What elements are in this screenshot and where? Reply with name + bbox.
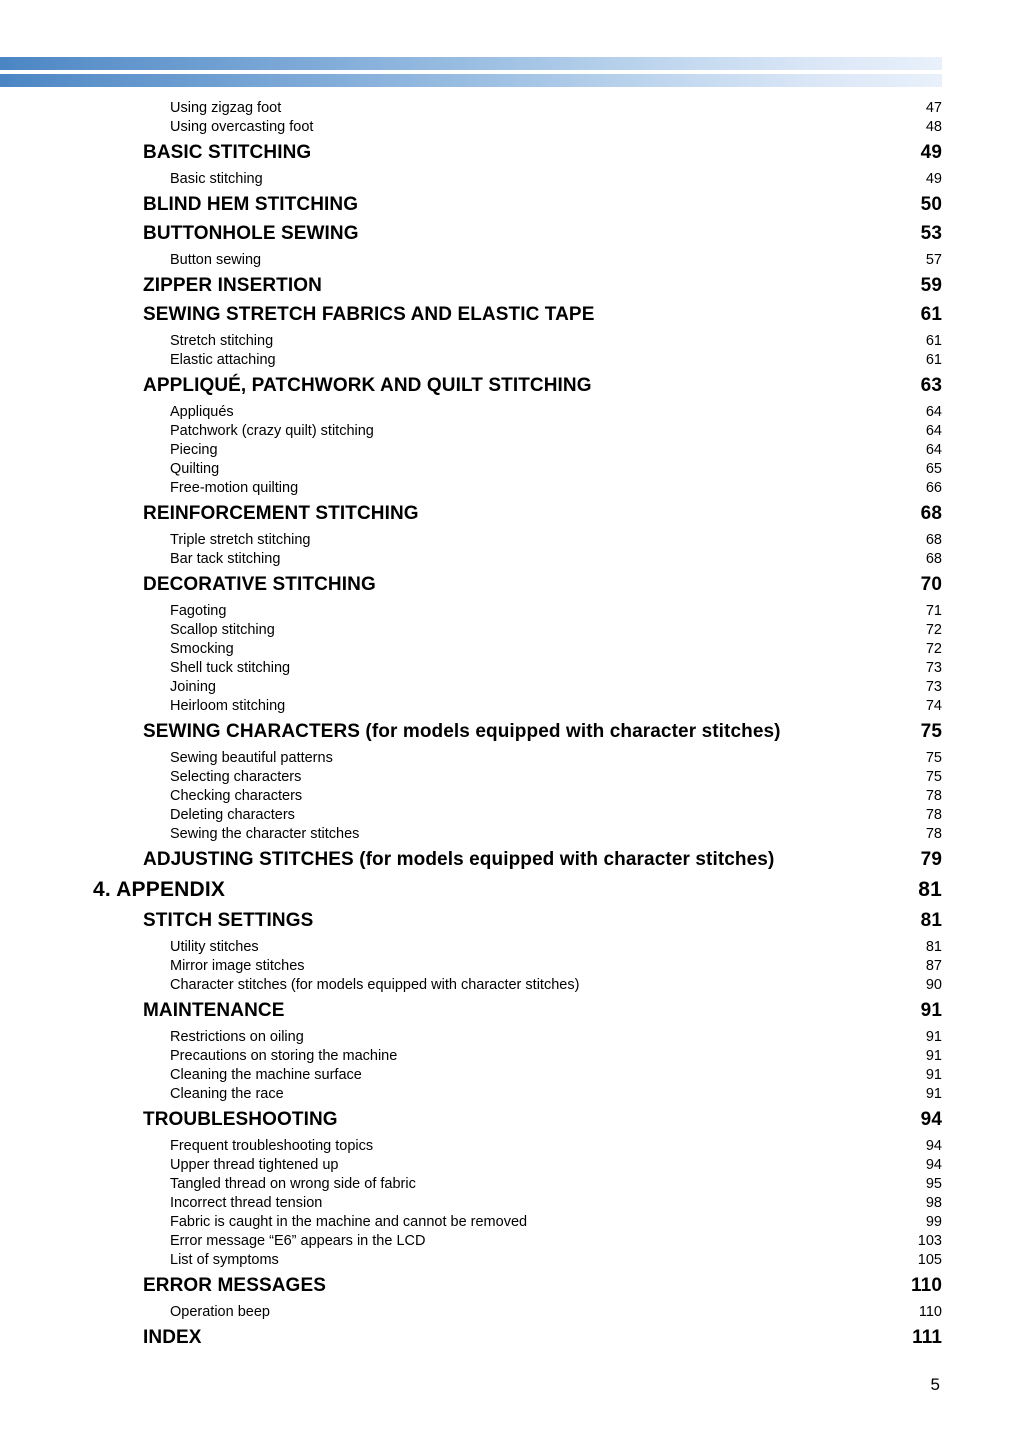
toc-entry-label: BUTTONHOLE SEWING (143, 223, 359, 244)
toc-entry-page-number: 49 (920, 142, 942, 163)
toc-entry-level-2[interactable] (0, 603, 1024, 622)
toc-entry-page-number: 110 (911, 1275, 942, 1296)
toc-entry-page-number: 94 (920, 1109, 942, 1130)
toc-entry-page-number: 91 (925, 1048, 942, 1064)
toc-entry-page-number: 61 (920, 304, 942, 325)
toc-entry-label: Fabric is caught in the machine and cannot be removed (170, 1214, 528, 1230)
toc-entry-level-2[interactable] (0, 698, 1024, 717)
toc-entry-level-1[interactable] (0, 503, 1024, 532)
toc-entry-level-1[interactable] (0, 194, 1024, 223)
toc-entry-label: Tangled thread on wrong side of fabric (170, 1176, 416, 1192)
toc-entry-label: Button sewing (170, 252, 262, 268)
toc-entry-page-number: 72 (925, 622, 942, 638)
toc-entry-level-2[interactable] (0, 958, 1024, 977)
toc-entry-page-number: 75 (925, 750, 942, 766)
toc-entry-label: MAINTENANCE (143, 1000, 285, 1021)
toc-entry-label: Appliqués (170, 404, 234, 420)
toc-entry-label: List of symptoms (170, 1252, 279, 1268)
toc-entry-label: Selecting characters (170, 769, 302, 785)
toc-entry-page-number: 75 (920, 721, 942, 742)
toc-entry-label: Cleaning the machine surface (170, 1067, 362, 1083)
toc-entry-level-2[interactable] (0, 1138, 1024, 1157)
toc-entry-level-2[interactable] (0, 1029, 1024, 1048)
toc-entry-page-number: 98 (925, 1195, 942, 1211)
toc-entry-label: Heirloom stitching (170, 698, 286, 714)
toc-entry-level-2[interactable] (0, 1157, 1024, 1176)
toc-entry-level-2[interactable] (0, 461, 1024, 480)
toc-entry-page-number: 61 (925, 333, 942, 349)
toc-entry-label: BLIND HEM STITCHING (143, 194, 359, 215)
toc-entry-level-2[interactable] (0, 352, 1024, 371)
toc-entry-page-number: 74 (925, 698, 942, 714)
toc-entry-page-number: 78 (925, 826, 942, 842)
toc-entry-page-number: 81 (920, 910, 942, 931)
toc-entry-page-number: 99 (925, 1214, 942, 1230)
toc-entry-page-number: 91 (920, 1000, 942, 1021)
header-decorative-band (0, 57, 942, 87)
toc-entry-level-2[interactable] (0, 1252, 1024, 1271)
toc-entry-label: Error message “E6” appears in the LCD (170, 1233, 426, 1249)
toc-entry-level-0[interactable] (0, 878, 1024, 910)
toc-entry-page-number: 48 (925, 119, 942, 135)
toc-entry-page-number: 64 (925, 404, 942, 420)
toc-entry-page-number: 95 (925, 1176, 942, 1192)
toc-entry-page-number: 78 (925, 807, 942, 823)
toc-entry-level-1[interactable] (0, 375, 1024, 404)
toc-entry-page-number: 91 (925, 1029, 942, 1045)
toc-entry-level-1[interactable] (0, 1275, 1024, 1304)
toc-entry-label: Frequent troubleshooting topics (170, 1138, 374, 1154)
toc-entry-page-number: 61 (925, 352, 942, 368)
toc-entry-label: Joining (170, 679, 216, 695)
toc-entry-level-2[interactable] (0, 333, 1024, 352)
toc-entry-level-1[interactable] (0, 721, 1024, 750)
toc-entry-label: SEWING CHARACTERS (for models equipped with character stitches) (143, 721, 781, 742)
toc-entry-level-2[interactable] (0, 807, 1024, 826)
toc-entry-label: Cleaning the race (170, 1086, 284, 1102)
toc-entry-page-number: 81 (918, 878, 942, 901)
toc-entry-label: Smocking (170, 641, 234, 657)
toc-entry-level-1[interactable] (0, 1109, 1024, 1138)
toc-entry-label: Piecing (170, 442, 218, 458)
toc-entry-label: APPLIQUÉ, PATCHWORK AND QUILT STITCHING (143, 375, 592, 396)
toc-entry-label: INDEX (143, 1327, 202, 1348)
toc-entry-level-2[interactable] (0, 1086, 1024, 1105)
toc-entry-level-2[interactable] (0, 480, 1024, 499)
toc-entry-label: Shell tuck stitching (170, 660, 291, 676)
toc-entry-level-2[interactable] (0, 1304, 1024, 1323)
toc-entry-page-number: 49 (925, 171, 942, 187)
toc-entry-level-2[interactable] (0, 171, 1024, 190)
toc-entry-label: Operation beep (170, 1304, 270, 1320)
toc-entry-level-2[interactable] (0, 660, 1024, 679)
toc-entry-label: STITCH SETTINGS (143, 910, 314, 931)
header-band-stripe-bottom (0, 74, 942, 87)
toc-entry-label: Patchwork (crazy quilt) stitching (170, 423, 374, 439)
toc-entry-label: Restrictions on oiling (170, 1029, 304, 1045)
toc-entry-label: Mirror image stitches (170, 958, 305, 974)
toc-entry-level-2[interactable] (0, 641, 1024, 660)
toc-entry-label: DECORATIVE STITCHING (143, 574, 376, 595)
toc-entry-label: Elastic attaching (170, 352, 276, 368)
toc-entry-level-2[interactable] (0, 1176, 1024, 1195)
toc-entry-label: Utility stitches (170, 939, 259, 955)
toc-entry-level-2[interactable] (0, 679, 1024, 698)
toc-entry-level-1[interactable] (0, 574, 1024, 603)
toc-entry-level-2[interactable] (0, 1233, 1024, 1252)
toc-entry-page-number: 50 (920, 194, 942, 215)
toc-entry-level-2[interactable] (0, 100, 1024, 119)
toc-entry-page-number: 105 (917, 1252, 942, 1268)
toc-entry-label: Precautions on storing the machine (170, 1048, 398, 1064)
toc-entry-level-2[interactable] (0, 1067, 1024, 1086)
toc-entry-level-1[interactable] (0, 223, 1024, 252)
toc-entry-level-2[interactable] (0, 826, 1024, 845)
toc-entry-page-number: 72 (925, 641, 942, 657)
toc-entry-level-2[interactable] (0, 1214, 1024, 1233)
toc-entry-level-1[interactable] (0, 1327, 1024, 1356)
toc-entry-level-1[interactable] (0, 1000, 1024, 1029)
toc-entry-page-number: 91 (925, 1086, 942, 1102)
table-of-contents (0, 100, 1024, 1356)
toc-entry-page-number: 70 (920, 574, 942, 595)
toc-entry-label: Sewing the character stitches (170, 826, 360, 842)
toc-entry-level-2[interactable] (0, 977, 1024, 996)
toc-entry-level-2[interactable] (0, 423, 1024, 442)
toc-entry-label: Checking characters (170, 788, 303, 804)
toc-entry-label: BASIC STITCHING (143, 142, 312, 163)
toc-entry-level-2[interactable] (0, 119, 1024, 138)
toc-entry-page-number: 65 (925, 461, 942, 477)
toc-entry-page-number: 78 (925, 788, 942, 804)
toc-entry-label: Stretch stitching (170, 333, 274, 349)
toc-entry-page-number: 73 (925, 679, 942, 695)
toc-entry-label: Upper thread tightened up (170, 1157, 339, 1173)
toc-entry-level-2[interactable] (0, 622, 1024, 641)
toc-entry-level-2[interactable] (0, 252, 1024, 271)
toc-entry-page-number: 59 (920, 275, 942, 296)
toc-entry-level-2[interactable] (0, 750, 1024, 769)
toc-entry-level-2[interactable] (0, 1195, 1024, 1214)
toc-entry-label: ADJUSTING STITCHES (for models equipped with character stitches) (143, 849, 775, 870)
toc-entry-page-number: 87 (925, 958, 942, 974)
toc-entry-page-number: 53 (920, 223, 942, 244)
toc-entry-label: REINFORCEMENT STITCHING (143, 503, 419, 524)
toc-entry-page-number: 91 (925, 1067, 942, 1083)
toc-entry-page-number: 73 (925, 660, 942, 676)
toc-entry-level-1[interactable] (0, 910, 1024, 939)
toc-entry-level-2[interactable] (0, 532, 1024, 551)
toc-entry-level-2[interactable] (0, 769, 1024, 788)
toc-entry-label: Free-motion quilting (170, 480, 299, 496)
toc-entry-level-2[interactable] (0, 442, 1024, 461)
toc-entry-page-number: 68 (925, 551, 942, 567)
toc-entry-level-1[interactable] (0, 304, 1024, 333)
toc-entry-page-number: 71 (925, 603, 942, 619)
toc-entry-level-2[interactable] (0, 551, 1024, 570)
toc-entry-level-1[interactable] (0, 275, 1024, 304)
toc-entry-level-2[interactable] (0, 939, 1024, 958)
toc-entry-label: Triple stretch stitching (170, 532, 311, 548)
toc-entry-label: Bar tack stitching (170, 551, 281, 567)
toc-entry-label: Deleting characters (170, 807, 295, 823)
toc-entry-page-number: 63 (920, 375, 942, 396)
toc-entry-level-2[interactable] (0, 1048, 1024, 1067)
toc-entry-page-number: 68 (925, 532, 942, 548)
footer-page-number: 5 (930, 1375, 940, 1394)
toc-entry-page-number: 103 (917, 1233, 942, 1249)
toc-entry-label: Incorrect thread tension (170, 1195, 323, 1211)
toc-entry-level-2[interactable] (0, 788, 1024, 807)
toc-entry-label: Fagoting (170, 603, 227, 619)
toc-entry-page-number: 81 (925, 939, 942, 955)
toc-entry-label: Character stitches (for models equipped with character stitches) (170, 977, 580, 993)
toc-entry-label: Using zigzag foot (170, 100, 282, 116)
toc-entry-page-number: 90 (925, 977, 942, 993)
toc-entry-page-number: 94 (925, 1157, 942, 1173)
toc-entry-label: 4. APPENDIX (93, 878, 226, 901)
toc-entry-page-number: 111 (912, 1327, 942, 1348)
toc-entry-label: ERROR MESSAGES (143, 1275, 326, 1296)
toc-entry-label: Using overcasting foot (170, 119, 314, 135)
toc-entry-page-number: 79 (920, 849, 942, 870)
toc-entry-page-number: 57 (925, 252, 942, 268)
toc-entry-page-number: 66 (925, 480, 942, 496)
toc-entry-label: Quilting (170, 461, 220, 477)
toc-entry-level-2[interactable] (0, 404, 1024, 423)
toc-entry-label: Basic stitching (170, 171, 263, 187)
toc-entry-page-number: 47 (925, 100, 942, 116)
toc-entry-page-number: 64 (925, 423, 942, 439)
toc-entry-label: Sewing beautiful patterns (170, 750, 333, 766)
toc-entry-page-number: 94 (925, 1138, 942, 1154)
toc-entry-page-number: 75 (925, 769, 942, 785)
header-band-stripe-top (0, 57, 942, 70)
toc-entry-level-1[interactable] (0, 142, 1024, 171)
toc-entry-label: Scallop stitching (170, 622, 275, 638)
toc-entry-page-number: 68 (920, 503, 942, 524)
toc-entry-level-1[interactable] (0, 849, 1024, 878)
toc-entry-page-number: 110 (918, 1304, 942, 1320)
toc-entry-label: SEWING STRETCH FABRICS AND ELASTIC TAPE (143, 304, 595, 325)
toc-entry-label: ZIPPER INSERTION (143, 275, 322, 296)
toc-entry-page-number: 64 (925, 442, 942, 458)
toc-entry-label: TROUBLESHOOTING (143, 1109, 338, 1130)
